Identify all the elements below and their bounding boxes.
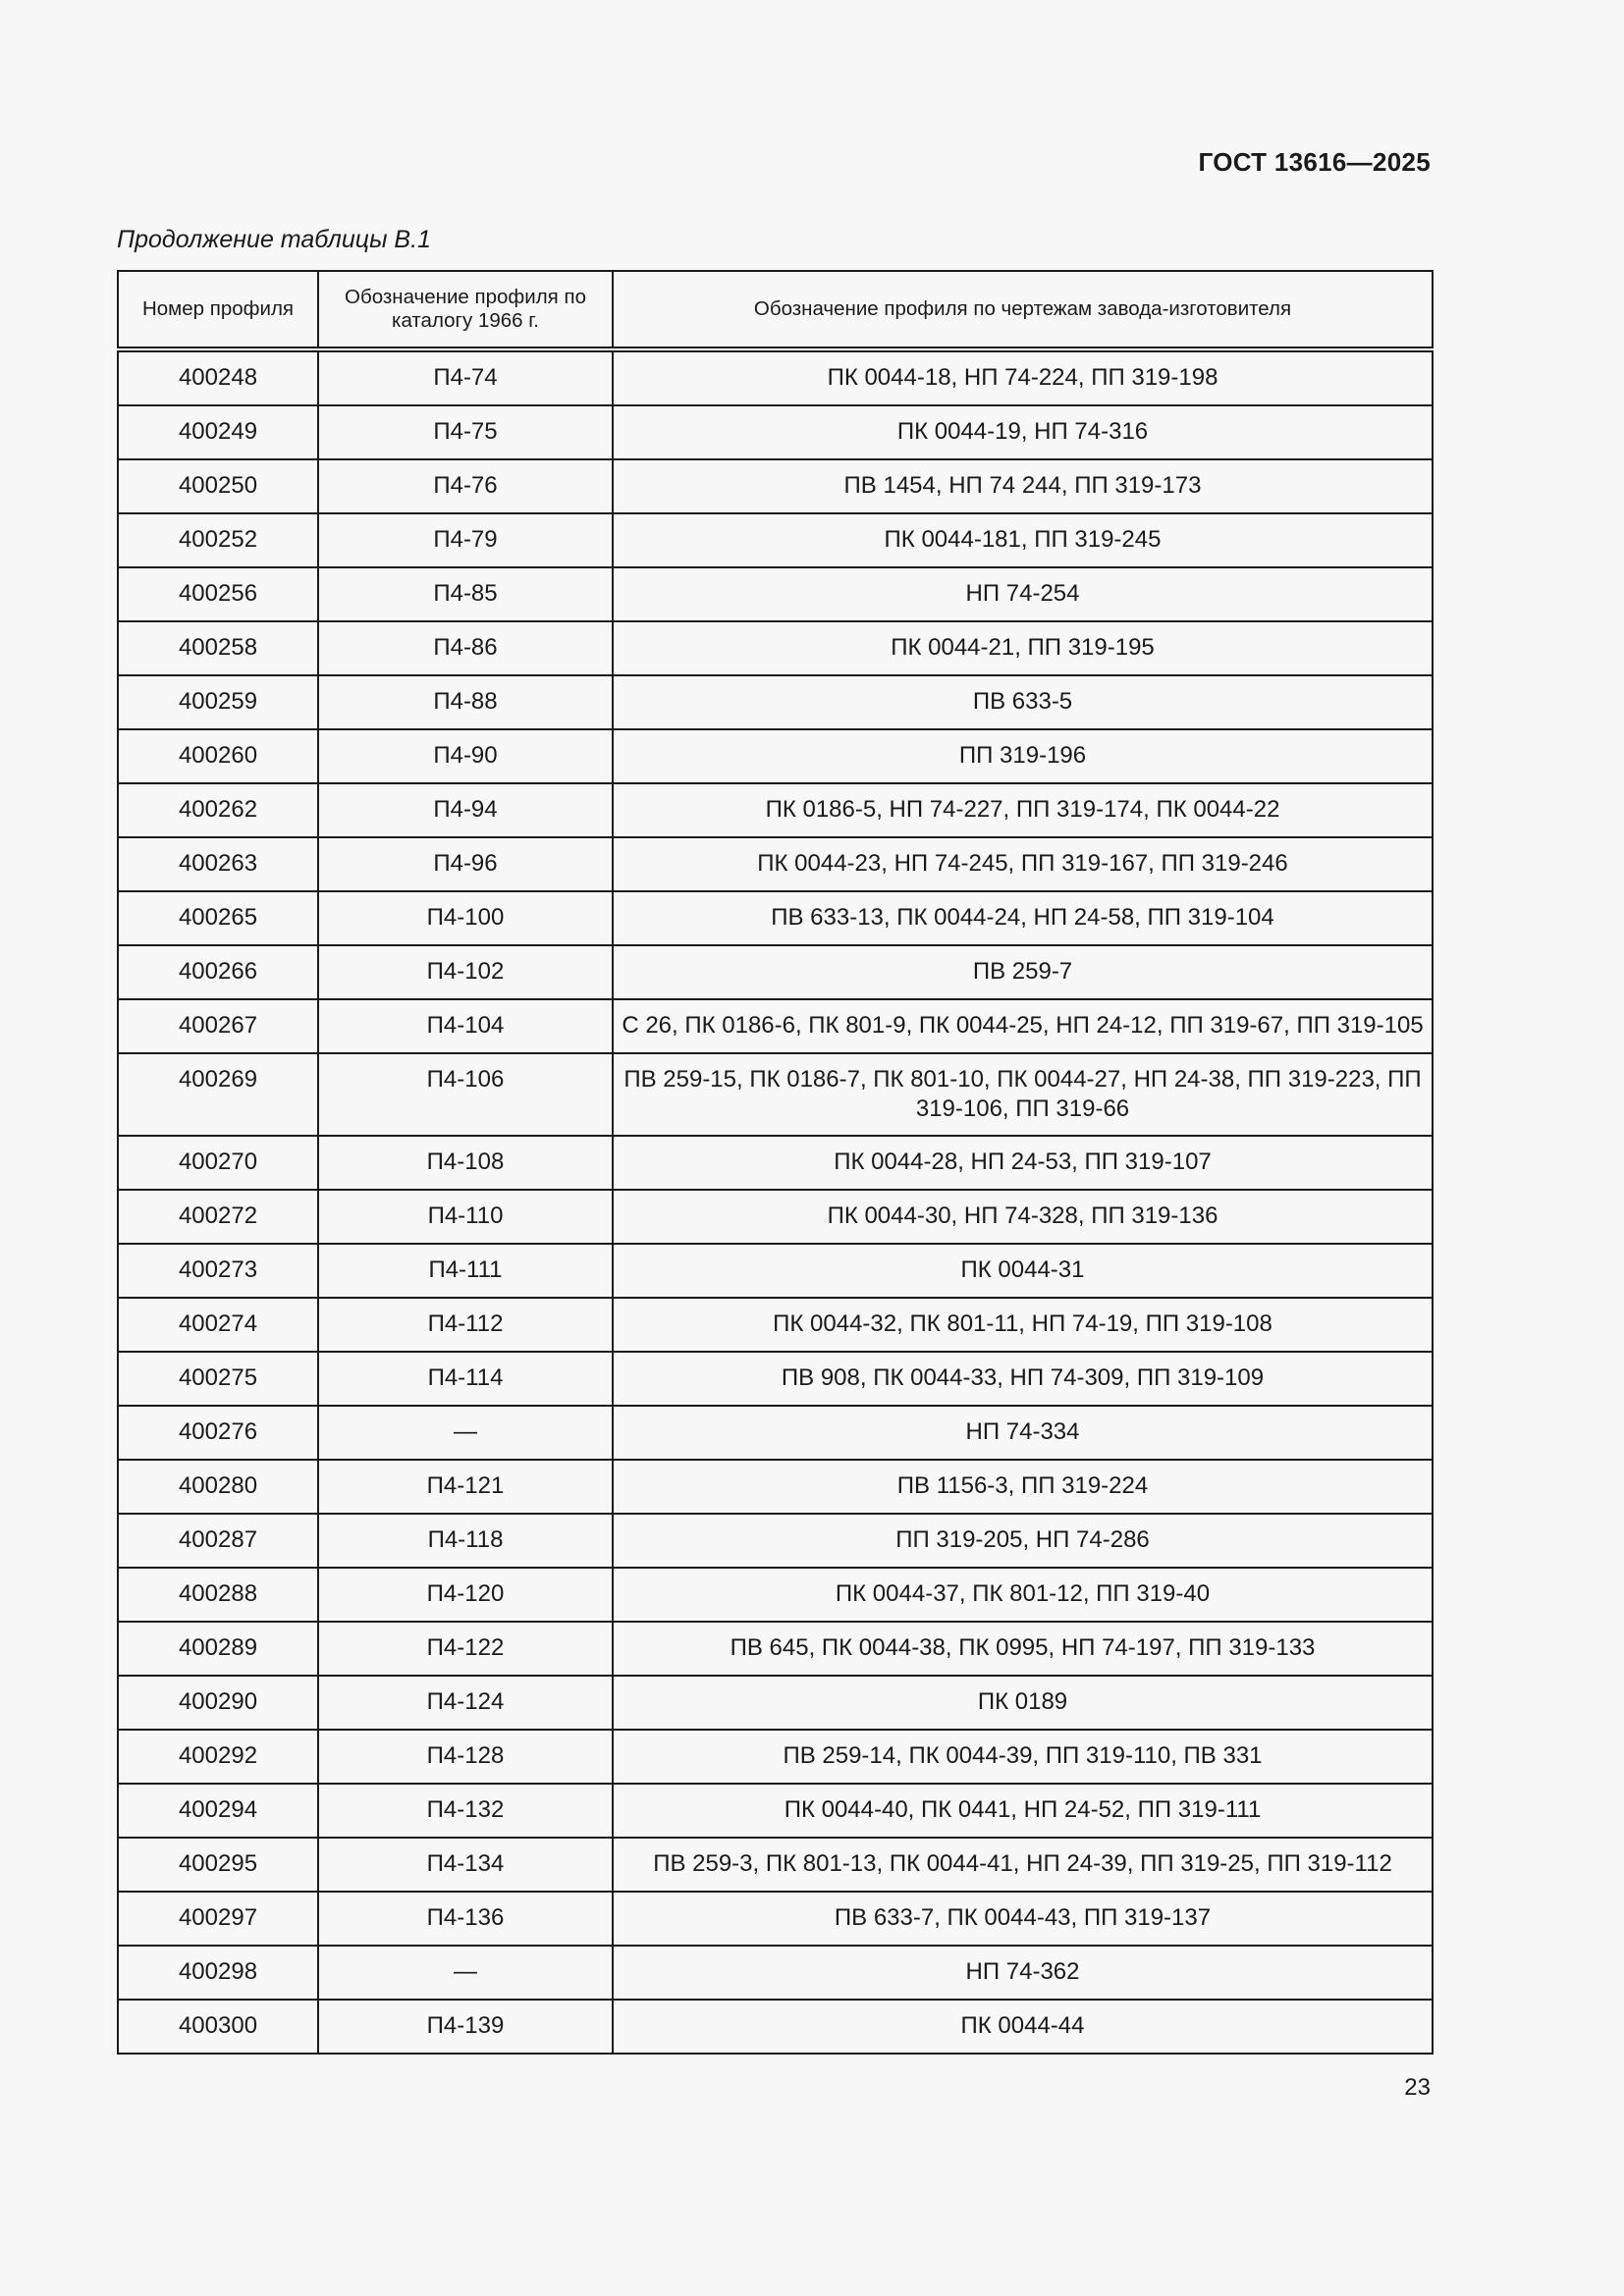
drawing-designation-cell: ПК 0044-19, НП 74-316 [613,405,1433,459]
profile-number-cell: 400248 [118,349,318,405]
table-row [118,783,1433,837]
profile-number-cell: 400274 [118,1298,318,1352]
profile-number-cell: 400273 [118,1244,318,1298]
profile-number-cell: 400267 [118,999,318,1053]
drawing-designation-cell: НП 74-254 [613,567,1433,621]
catalog-designation-cell: П4-132 [318,1784,613,1838]
table-row [118,1352,1433,1406]
table-row [118,1136,1433,1190]
catalog-designation-cell: П4-108 [318,1136,613,1190]
table-row [118,1946,1433,2000]
profile-number-cell: 400256 [118,567,318,621]
catalog-designation-cell: — [318,1406,613,1460]
drawing-designation-cell: ПВ 633-7, ПК 0044-43, ПП 319-137 [613,1892,1433,1946]
catalog-designation-cell: П4-134 [318,1838,613,1892]
table-row [118,513,1433,567]
catalog-designation-cell: — [318,1946,613,2000]
drawing-designation-cell: ПВ 1156-3, ПП 319-224 [613,1460,1433,1514]
catalog-designation-cell: П4-120 [318,1568,613,1622]
catalog-designation-cell: П4-114 [318,1352,613,1406]
profile-number-cell: 400263 [118,837,318,891]
table-row [118,1892,1433,1946]
catalog-designation-cell: П4-90 [318,729,613,783]
table-row [118,1676,1433,1730]
table-row [118,945,1433,999]
catalog-designation-cell: П4-118 [318,1514,613,1568]
table-row [118,1730,1433,1784]
profile-number-cell: 400290 [118,1676,318,1730]
profile-number-cell: 400260 [118,729,318,783]
catalog-designation-cell: П4-96 [318,837,613,891]
drawing-designation-cell: ПК 0044-23, НП 74-245, ПП 319-167, ПП 319-246 [613,837,1433,891]
drawing-designation-cell: НП 74-334 [613,1406,1433,1460]
drawing-designation-cell: ПВ 259-7 [613,945,1433,999]
table-row [118,837,1433,891]
profile-number-cell: 400262 [118,783,318,837]
table-header-row [118,271,1433,349]
catalog-designation-cell: П4-86 [318,621,613,675]
profile-number-cell: 400276 [118,1406,318,1460]
catalog-designation-cell: П4-128 [318,1730,613,1784]
table-row [118,891,1433,945]
catalog-designation-cell: П4-85 [318,567,613,621]
table-body [118,349,1433,2054]
drawing-designation-cell: ПК 0044-21, ПП 319-195 [613,621,1433,675]
table-row [118,1244,1433,1298]
table-row [118,1190,1433,1244]
catalog-designation-cell: П4-106 [318,1053,613,1136]
drawing-designation-cell: ПК 0044-40, ПК 0441, НП 24-52, ПП 319-111 [613,1784,1433,1838]
drawing-designation-cell: С 26, ПК 0186-6, ПК 801-9, ПК 0044-25, НП 24-12, ПП 319-67, ПП 319-105 [613,999,1433,1053]
profile-number-cell: 400287 [118,1514,318,1568]
profile-number-cell: 400298 [118,1946,318,2000]
table-row [118,1784,1433,1838]
column-header-catalog-designation: Обозначение профиля по каталогу 1966 г. [318,271,613,349]
drawing-designation-cell: ПК 0189 [613,1676,1433,1730]
profile-number-cell: 400269 [118,1053,318,1136]
drawing-designation-cell: ПК 0044-32, ПК 801-11, НП 74-19, ПП 319-108 [613,1298,1433,1352]
table-row [118,1298,1433,1352]
drawing-designation-cell: ПВ 1454, НП 74 244, ПП 319-173 [613,459,1433,513]
profile-number-cell: 400300 [118,2000,318,2054]
document-code: ГОСТ 13616—2025 [1198,147,1431,177]
profiles-table [117,270,1434,2055]
table-row [118,999,1433,1053]
table-row [118,2000,1433,2054]
profile-number-cell: 400288 [118,1568,318,1622]
catalog-designation-cell: П4-104 [318,999,613,1053]
drawing-designation-cell: ПВ 259-3, ПК 801-13, ПК 0044-41, НП 24-39, ПП 319-25, ПП 319-112 [613,1838,1433,1892]
drawing-designation-cell: ПВ 259-15, ПК 0186-7, ПК 801-10, ПК 0044-27, НП 24-38, ПП 319-223, ПП 319-106, ПП 319-66 [613,1053,1433,1136]
table-row [118,349,1433,405]
drawing-designation-cell: НП 74-362 [613,1946,1433,2000]
catalog-designation-cell: П4-136 [318,1892,613,1946]
table-row [118,1622,1433,1676]
drawing-designation-cell: ПК 0044-44 [613,2000,1433,2054]
catalog-designation-cell: П4-139 [318,2000,613,2054]
profile-number-cell: 400249 [118,405,318,459]
table-row [118,459,1433,513]
drawing-designation-cell: ПК 0044-28, НП 24-53, ПП 319-107 [613,1136,1433,1190]
catalog-designation-cell: П4-79 [318,513,613,567]
catalog-designation-cell: П4-111 [318,1244,613,1298]
drawing-designation-cell: ПК 0044-31 [613,1244,1433,1298]
profile-number-cell: 400252 [118,513,318,567]
drawing-designation-cell: ПК 0044-181, ПП 319-245 [613,513,1433,567]
table-row [118,1406,1433,1460]
table-row [118,729,1433,783]
profile-number-cell: 400250 [118,459,318,513]
table-row [118,621,1433,675]
catalog-designation-cell: П4-88 [318,675,613,729]
profile-number-cell: 400270 [118,1136,318,1190]
drawing-designation-cell: ПП 319-196 [613,729,1433,783]
profile-number-cell: 400265 [118,891,318,945]
catalog-designation-cell: П4-112 [318,1298,613,1352]
drawing-designation-cell: ПВ 259-14, ПК 0044-39, ПП 319-110, ПВ 331 [613,1730,1433,1784]
profile-number-cell: 400272 [118,1190,318,1244]
catalog-designation-cell: П4-76 [318,459,613,513]
catalog-designation-cell: П4-74 [318,349,613,405]
drawing-designation-cell: ПВ 633-13, ПК 0044-24, НП 24-58, ПП 319-104 [613,891,1433,945]
profile-number-cell: 400258 [118,621,318,675]
table-row [118,1568,1433,1622]
profile-number-cell: 400266 [118,945,318,999]
drawing-designation-cell: ПК 0044-30, НП 74-328, ПП 319-136 [613,1190,1433,1244]
catalog-designation-cell: П4-110 [318,1190,613,1244]
drawing-designation-cell: ПК 0186-5, НП 74-227, ПП 319-174, ПК 0044-22 [613,783,1433,837]
page-number: 23 [1404,2074,1431,2101]
table-row [118,1460,1433,1514]
table-row [118,1053,1433,1136]
table-row [118,1514,1433,1568]
catalog-designation-cell: П4-122 [318,1622,613,1676]
catalog-designation-cell: П4-75 [318,405,613,459]
column-header-drawing-designation: Обозначение профиля по чертежам завода-изготовителя [613,271,1433,349]
table-row [118,675,1433,729]
profile-number-cell: 400294 [118,1784,318,1838]
table-caption: Продолжение таблицы В.1 [117,226,431,253]
table-row [118,1838,1433,1892]
drawing-designation-cell: ПК 0044-18, НП 74-224, ПП 319-198 [613,349,1433,405]
profile-number-cell: 400259 [118,675,318,729]
drawing-designation-cell: ПВ 645, ПК 0044-38, ПК 0995, НП 74-197, ПП 319-133 [613,1622,1433,1676]
profile-number-cell: 400280 [118,1460,318,1514]
drawing-designation-cell: ПП 319-205, НП 74-286 [613,1514,1433,1568]
catalog-designation-cell: П4-124 [318,1676,613,1730]
profile-number-cell: 400292 [118,1730,318,1784]
column-header-profile-number: Номер профиля [118,271,318,349]
profile-number-cell: 400289 [118,1622,318,1676]
profile-number-cell: 400297 [118,1892,318,1946]
catalog-designation-cell: П4-100 [318,891,613,945]
drawing-designation-cell: ПВ 633-5 [613,675,1433,729]
profile-number-cell: 400295 [118,1838,318,1892]
catalog-designation-cell: П4-121 [318,1460,613,1514]
drawing-designation-cell: ПК 0044-37, ПК 801-12, ПП 319-40 [613,1568,1433,1622]
catalog-designation-cell: П4-102 [318,945,613,999]
table-row [118,405,1433,459]
catalog-designation-cell: П4-94 [318,783,613,837]
profile-number-cell: 400275 [118,1352,318,1406]
drawing-designation-cell: ПВ 908, ПК 0044-33, НП 74-309, ПП 319-109 [613,1352,1433,1406]
table-row [118,567,1433,621]
